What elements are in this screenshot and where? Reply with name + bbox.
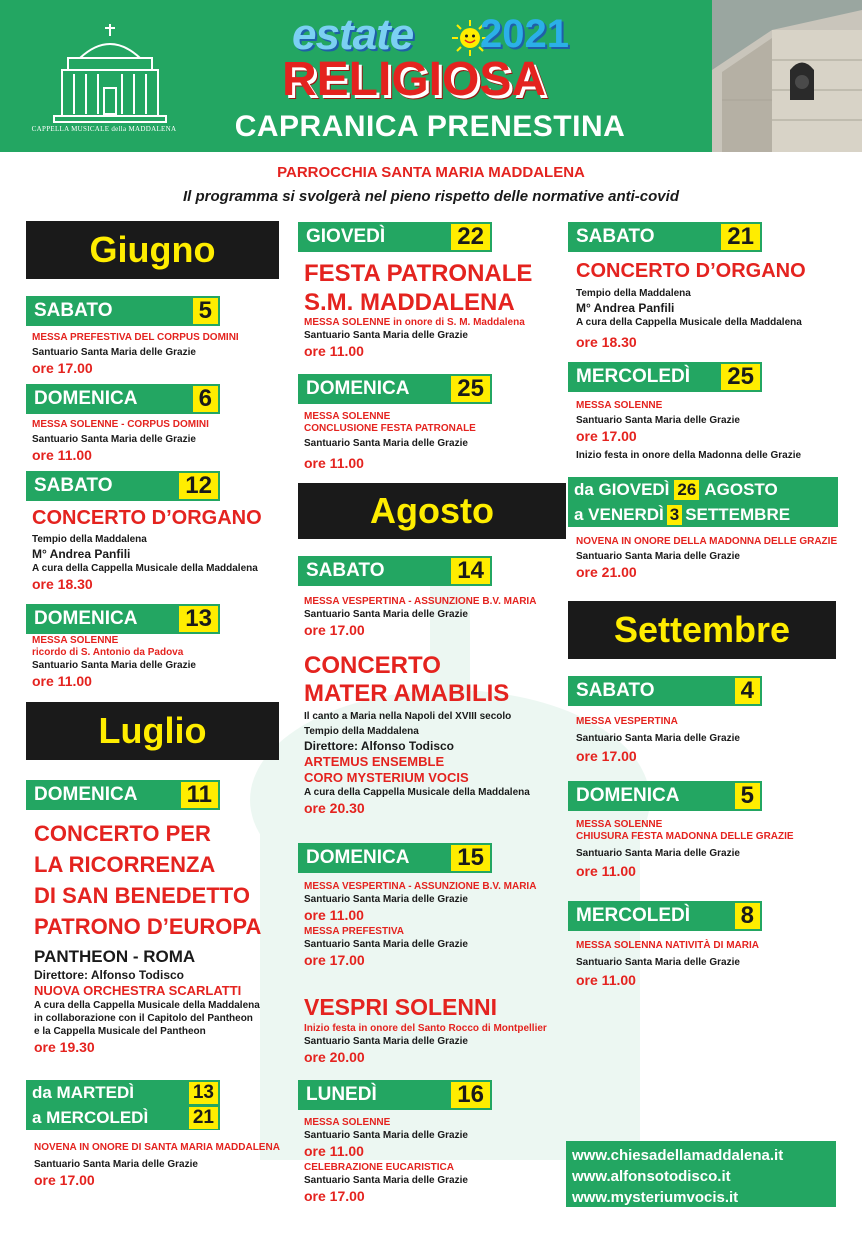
- event-luglio-11-details: [34, 818, 296, 1056]
- event-organizer: A cura della Cappella Musicale della Maddalena: [576, 317, 802, 328]
- range-end-month: SETTEMBRE: [685, 504, 791, 524]
- event-luglio-25b-details: [576, 400, 846, 462]
- event-luglio-25: [298, 374, 492, 404]
- day-name: DOMENICA: [306, 847, 410, 868]
- event-agosto-14: [298, 556, 492, 586]
- event-ensemble: ARTEMUS ENSEMBLE: [304, 754, 445, 769]
- event-giugno-5-details: [32, 332, 292, 377]
- event-organizer: A cura della Cappella Musicale della Maddalena: [304, 787, 530, 798]
- event-time: ore 17.00: [576, 428, 637, 444]
- day-name: DOMENICA: [34, 388, 138, 409]
- event-giugno-12: [26, 471, 220, 501]
- day-name: SABATO: [34, 300, 113, 321]
- event-mass: MESSA SOLENNE in onore di S. M. Maddalena: [304, 317, 525, 328]
- event-title-line: CONCERTO: [304, 652, 441, 679]
- day-number: 22: [451, 224, 490, 250]
- event-time: ore 11.00: [304, 1143, 364, 1159]
- event-time: ore 17.00: [34, 1172, 95, 1188]
- event-title: MESSA SOLENNE: [304, 1117, 391, 1128]
- title-estate: estate: [292, 10, 414, 59]
- event-title: MESSA PREFESTIVA DEL CORPUS DOMINI: [32, 332, 239, 343]
- event-title: MESSA SOLENNA NATIVITÀ DI MARIA: [576, 940, 759, 951]
- event-location: Santuario Santa Maria delle Grazie: [34, 1159, 198, 1170]
- day-number: 5: [193, 298, 218, 324]
- event-venue: Tempio della Maddalena: [32, 534, 147, 545]
- event-settembre-4: [568, 676, 762, 706]
- event-location: Santuario Santa Maria delle Grazie: [32, 660, 196, 671]
- day-name: SABATO: [576, 226, 655, 247]
- month-settembre: Settembre: [568, 601, 836, 659]
- month-agosto: Agosto: [298, 483, 566, 539]
- event-location: Santuario Santa Maria delle Grazie: [304, 1036, 468, 1047]
- event-subtitle: ricordo di S. Antonio da Padova: [32, 647, 184, 658]
- day-name: DOMENICA: [306, 378, 410, 399]
- event-location: Santuario Santa Maria delle Grazie: [576, 957, 740, 968]
- event-giugno-6: [26, 384, 220, 414]
- event-novena-maddalena: [26, 1080, 220, 1130]
- event-time: ore 18.30: [32, 576, 93, 592]
- event-novena-grazie-details: [576, 536, 846, 581]
- event-giugno-6-details: [32, 419, 292, 464]
- event-time: ore 11.00: [32, 447, 92, 463]
- range-end-number: 21: [189, 1107, 218, 1129]
- event-agosto-15: [298, 843, 492, 873]
- event-mater-amabilis: [304, 652, 566, 817]
- email-link[interactable]: cappellamusicaledellamaddalena@gmail.com: [572, 1209, 811, 1221]
- event-luglio-22: [298, 222, 492, 252]
- day-name: SABATO: [34, 475, 113, 496]
- event-title: CHIUSURA FESTA MADONNA DELLE GRAZIE: [576, 831, 794, 842]
- event-choir: CORO MYSTERIUM VOCIS: [304, 770, 469, 785]
- event-title: MESSA SOLENNE: [32, 635, 119, 646]
- day-name: GIOVEDÌ: [306, 226, 386, 247]
- day-name: MERCOLEDÌ: [576, 366, 690, 387]
- day-number: 12: [179, 473, 218, 499]
- event-time: ore 17.00: [304, 1188, 365, 1204]
- link-mysterium[interactable]: www.mysteriumvocis.it: [572, 1189, 739, 1206]
- day-number: 6: [193, 386, 218, 412]
- event-settembre-8: [568, 901, 762, 931]
- day-name: SABATO: [306, 560, 385, 581]
- event-luglio-25-details: [304, 411, 564, 472]
- event-time: ore 11.00: [32, 673, 92, 689]
- event-location: Santuario Santa Maria delle Grazie: [304, 894, 468, 905]
- title-place: CAPRANICA PRENESTINA: [234, 110, 626, 143]
- day-name: DOMENICA: [34, 784, 138, 805]
- bell-tower-photo: [712, 0, 862, 152]
- range-end-number: 3: [667, 505, 682, 525]
- event-giugno-13: [26, 604, 220, 634]
- day-number: 8: [735, 903, 760, 929]
- day-number: 11: [181, 782, 218, 808]
- event-title: MESSA VESPERTINA - ASSUNZIONE B.V. MARIA: [304, 596, 537, 607]
- event-agosto-14-details: [304, 596, 566, 639]
- event-organizer: A cura della Cappella Musicale della Maddalena: [34, 1000, 260, 1011]
- range-start: da GIOVEDÌ: [574, 479, 670, 499]
- event-organizer: e la Cappella Musicale del Pantheon: [34, 1026, 206, 1037]
- day-number: 15: [451, 845, 490, 871]
- event-giugno-5: [26, 296, 220, 326]
- event-venue: Tempio della Maddalena: [304, 726, 419, 737]
- day-name: DOMENICA: [34, 608, 138, 629]
- event-location: Santuario Santa Maria delle Grazie: [304, 438, 468, 449]
- range-start-month: AGOSTO: [704, 479, 778, 499]
- event-title: MESSA SOLENNE: [576, 819, 663, 830]
- event-novena-maddalena-details: [34, 1142, 296, 1189]
- event-luglio-25b: [568, 362, 762, 392]
- event-location: Santuario Santa Maria delle Grazie: [32, 347, 196, 358]
- event-location: Santuario Santa Maria delle Grazie: [32, 434, 196, 445]
- day-number: 4: [735, 678, 760, 704]
- event-location: Santuario Santa Maria delle Grazie: [304, 1175, 468, 1186]
- event-venue: PANTHEON - ROMA: [34, 947, 196, 966]
- event-note: Inizio festa in onore della Madonna delle Grazie: [576, 450, 802, 461]
- range-end: a MERCOLEDÌ: [32, 1107, 149, 1127]
- event-time: ore 17.00: [32, 360, 93, 376]
- event-subtitle: Inizio festa in onore del Santo Rocco di Montpellier: [304, 1023, 547, 1034]
- event-novena-grazie: [568, 477, 838, 527]
- event-location: Santuario Santa Maria delle Grazie: [304, 330, 468, 341]
- event-agosto-16-details: [304, 1117, 566, 1205]
- covid-note: Il programma si svolgerà nel pieno rispetto delle normative anti-covid: [183, 188, 679, 205]
- event-settembre-5-details: [576, 819, 846, 880]
- event-performer: M° Andrea Panfili: [32, 547, 131, 561]
- day-number: 21: [721, 224, 760, 250]
- event-title: MESSA PREFESTIVA: [304, 926, 405, 937]
- event-time: ore 11.00: [304, 343, 364, 359]
- event-location: Santuario Santa Maria delle Grazie: [576, 551, 740, 562]
- event-title: CONCLUSIONE FESTA PATRONALE: [304, 423, 476, 434]
- title-year: 2021: [480, 12, 569, 56]
- link-todisco[interactable]: www.alfonsotodisco.it: [572, 1168, 731, 1185]
- day-number: 5: [735, 783, 760, 809]
- event-venue: Tempio della Maddalena: [576, 288, 691, 299]
- event-title: MESSA VESPERTINA: [576, 716, 678, 727]
- event-title: MESSA VESPERTINA - ASSUNZIONE B.V. MARIA: [304, 881, 537, 892]
- parish-name: PARROCCHIA SANTA MARIA MADDALENA: [277, 164, 585, 181]
- event-settembre-4-details: [576, 716, 846, 765]
- event-title: MESSA SOLENNE - CORPUS DOMINI: [32, 419, 209, 430]
- event-organizer: in collaborazione con il Capitolo del Pantheon: [34, 1013, 253, 1024]
- event-title: CELEBRAZIONE EUCARISTICA: [304, 1162, 455, 1173]
- event-location: Santuario Santa Maria delle Grazie: [304, 609, 468, 620]
- event-title-line: PATRONO D’EUROPA: [34, 914, 262, 939]
- day-number: 14: [451, 558, 490, 584]
- event-luglio-22-details: [304, 259, 564, 360]
- event-location: Santuario Santa Maria delle Grazie: [304, 939, 468, 950]
- day-number: 25: [451, 376, 490, 402]
- event-title: CONCERTO D’ORGANO: [576, 260, 806, 282]
- event-time: ore 20.30: [304, 800, 365, 816]
- event-title-line: CONCERTO PER: [34, 821, 211, 846]
- day-name: LUNEDÌ: [306, 1084, 377, 1105]
- event-time: ore 11.00: [576, 972, 636, 988]
- event-settembre-8-details: [576, 940, 846, 989]
- day-name: DOMENICA: [576, 785, 680, 806]
- event-luglio-11: [26, 780, 220, 810]
- event-title: NOVENA IN ONORE DI SANTA MARIA MADDALENA: [34, 1142, 280, 1153]
- event-performer: M° Andrea Panfili: [576, 301, 675, 315]
- event-title-line: DI SAN BENEDETTO: [34, 883, 250, 908]
- event-time: ore 19.30: [34, 1039, 95, 1055]
- range-end: a VENERDÌ: [574, 504, 664, 524]
- event-director: Direttore: Alfonso Todisco: [304, 739, 454, 753]
- event-luglio-21: [568, 222, 762, 252]
- range-start-number: 13: [189, 1082, 218, 1104]
- logo-caption: CAPPELLA MUSICALE della MADDALENA: [31, 125, 177, 133]
- event-title-line: FESTA PATRONALE: [304, 260, 533, 287]
- event-location: Santuario Santa Maria delle Grazie: [576, 848, 740, 859]
- event-luglio-21-details: [576, 260, 846, 351]
- range-start-number: 26: [674, 480, 699, 500]
- event-time: ore 17.00: [304, 622, 365, 638]
- day-number: 16: [451, 1082, 490, 1108]
- event-agosto-16: [298, 1080, 492, 1110]
- title-religiosa: RELIGIOSA: [282, 53, 547, 106]
- day-number: 25: [721, 364, 760, 390]
- event-time: ore 17.00: [304, 952, 365, 968]
- event-agosto-15-details: [304, 881, 566, 969]
- event-title: MESSA SOLENNE: [304, 411, 391, 422]
- links-box: [566, 1141, 836, 1221]
- day-name: MERCOLEDÌ: [576, 905, 690, 926]
- event-location: Santuario Santa Maria delle Grazie: [576, 415, 740, 426]
- event-time: ore 20.00: [304, 1049, 365, 1065]
- event-time: ore 11.00: [304, 907, 364, 923]
- event-time: ore 11.00: [576, 863, 636, 879]
- range-start: da MARTEDÌ: [32, 1082, 134, 1102]
- event-time: ore 18.30: [576, 334, 637, 350]
- month-giugno: Giugno: [26, 221, 279, 279]
- event-title: VESPRI SOLENNI: [304, 994, 497, 1020]
- day-number: 13: [179, 606, 218, 632]
- month-luglio: Luglio: [26, 702, 279, 760]
- event-title-line: LA RICORRENZA: [34, 852, 216, 877]
- day-name: SABATO: [576, 680, 655, 701]
- event-title-line: MATER AMABILIS: [304, 680, 510, 707]
- event-director: Direttore: Alfonso Todisco: [34, 968, 184, 982]
- event-title-line: S.M. MADDALENA: [304, 289, 515, 316]
- event-giugno-12-details: [32, 507, 297, 593]
- event-giugno-13-details: [32, 635, 292, 690]
- event-title: NOVENA IN ONORE DELLA MADONNA DELLE GRAZIE: [576, 536, 838, 547]
- event-settembre-5: [568, 781, 762, 811]
- link-chiesa[interactable]: www.chiesadellamaddalena.it: [572, 1147, 784, 1164]
- event-orchestra: NUOVA ORCHESTRA SCARLATTI: [34, 983, 242, 998]
- event-title: CONCERTO D’ORGANO: [32, 507, 262, 529]
- event-time: ore 17.00: [576, 748, 637, 764]
- event-time: ore 11.00: [304, 455, 364, 471]
- event-location: Santuario Santa Maria delle Grazie: [304, 1130, 468, 1141]
- event-location: Santuario Santa Maria delle Grazie: [576, 733, 740, 744]
- event-vespri-solenni: [304, 993, 566, 1066]
- cappella-logo-icon: [40, 18, 180, 138]
- event-description: Il canto a Maria nella Napoli del XVIII secolo: [304, 711, 512, 722]
- event-time: ore 21.00: [576, 564, 637, 580]
- event-title: MESSA SOLENNE: [576, 400, 663, 411]
- event-organizer: A cura della Cappella Musicale della Maddalena: [32, 563, 258, 574]
